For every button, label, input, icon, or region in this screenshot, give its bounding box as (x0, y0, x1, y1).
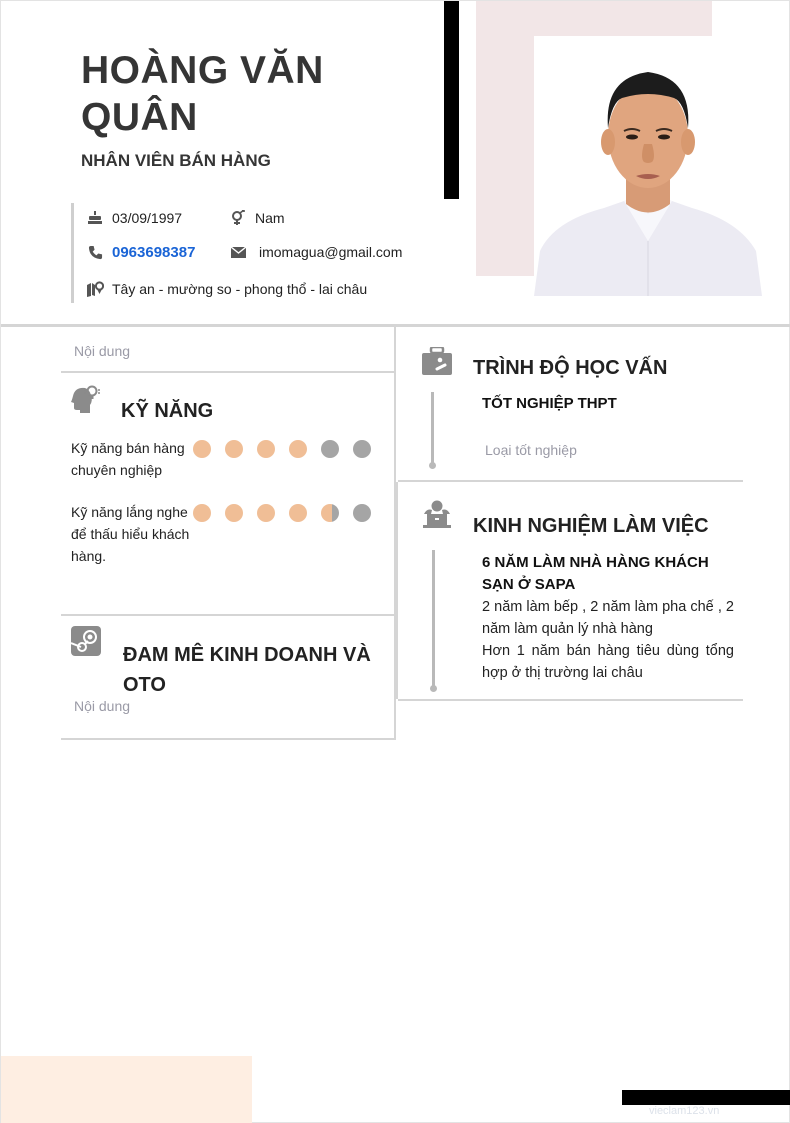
skills-section (61, 373, 394, 614)
candidate-name: HOÀNG VĂN QUÂN (81, 49, 324, 139)
birthday-cake-icon (86, 210, 104, 226)
decorative-black-bottom-bar (622, 1090, 790, 1105)
rating-dot-empty (353, 504, 371, 522)
skill-name: Kỹ năng lắng nghe để thấu hiểu khách hàng. (71, 504, 190, 564)
rating-dot-filled (225, 440, 243, 458)
envelope-icon (229, 244, 247, 260)
watermark: vieclam123.vn (649, 1105, 720, 1117)
experience-line: 2 năm làm bếp , 2 năm làm pha chế , 2 năm làm quản lý nhà hàng (482, 599, 734, 637)
skills-header (71, 383, 394, 423)
experience-position: 6 NĂM LÀM NHÀ HÀNG KHÁCH SẠN Ở SAPA (482, 554, 709, 593)
rating-dot-empty (353, 440, 371, 458)
intro-placeholder[interactable]: Nội dung (74, 343, 131, 359)
decorative-black-bar (444, 1, 459, 199)
map-pin-icon (86, 281, 104, 297)
hobby-header (71, 626, 394, 700)
rating-dot-filled (225, 504, 243, 522)
head-lightbulb-icon (71, 383, 103, 415)
skill-item (71, 437, 394, 481)
email-row (229, 244, 402, 260)
skill-rating (193, 437, 385, 458)
profile-photo[interactable] (534, 36, 762, 296)
hobby-content (74, 698, 130, 716)
hobby-placeholder[interactable]: Nội dung (74, 698, 131, 714)
education-grade-placeholder[interactable]: Loại tốt nghiệp (485, 442, 577, 458)
education-title: TRÌNH ĐỘ HỌC VẤN (473, 357, 668, 379)
hobby-title: ĐAM MÊ KINH DOANH VÀ OTO (123, 644, 371, 696)
phone-row (86, 244, 195, 261)
decorative-peach-block (1, 1056, 252, 1123)
rating-dot-filled (193, 440, 211, 458)
timeline-dot (430, 685, 437, 692)
phone-icon (86, 245, 104, 261)
rating-dot-filled (289, 440, 307, 458)
experience-section (396, 482, 743, 699)
timeline-line (431, 392, 434, 464)
right-column (396, 327, 743, 701)
person-laptop-icon (421, 500, 453, 532)
skill-rating (193, 501, 385, 522)
avatar-portrait-icon (534, 36, 762, 296)
gender-row (229, 210, 285, 226)
job-title: NHÂN VIÊN BÁN HÀNG (81, 151, 271, 170)
briefcase-icon (421, 347, 453, 379)
rating-dot-filled (257, 504, 275, 522)
education-section (396, 327, 743, 480)
rating-dot-partial (321, 504, 339, 522)
birthday-value: 03/09/1997 (112, 210, 183, 226)
skills-list (71, 437, 394, 567)
experience-item (482, 552, 734, 684)
skill-name: Kỹ năng bán hàng chuyên nghiệp (71, 440, 185, 478)
education-degree: TỐT NGHIỆP THPT (482, 395, 617, 412)
skill-item (71, 501, 394, 567)
intro-section (61, 327, 394, 371)
address-row (86, 281, 367, 297)
rating-dot-filled (193, 504, 211, 522)
birthday-row (86, 210, 182, 226)
timeline-line (432, 550, 435, 686)
address-value: Tây an - mường so - phong thổ - lai châu (112, 281, 368, 297)
contact-info (71, 203, 441, 303)
gender-value: Nam (255, 210, 285, 226)
rating-dot-empty (321, 440, 339, 458)
experience-title: KINH NGHIỆM LÀM VIỆC (473, 515, 709, 537)
divider (61, 738, 394, 740)
skills-title: KỸ NĂNG (121, 400, 214, 422)
hobby-section (61, 616, 394, 738)
left-column (61, 327, 396, 740)
divider (398, 699, 743, 701)
steam-icon (71, 626, 103, 658)
rating-dot-filled (257, 440, 275, 458)
experience-line: Hơn 1 năm bán hàng tiêu dùng tổng hợp ở thị trường lai châu (482, 643, 734, 681)
rating-dot-filled (289, 504, 307, 522)
gender-icon (229, 210, 247, 226)
email-value[interactable]: imomagua@gmail.com (259, 244, 403, 260)
phone-link[interactable]: 0963698387 (112, 244, 196, 261)
timeline-dot (429, 462, 436, 469)
